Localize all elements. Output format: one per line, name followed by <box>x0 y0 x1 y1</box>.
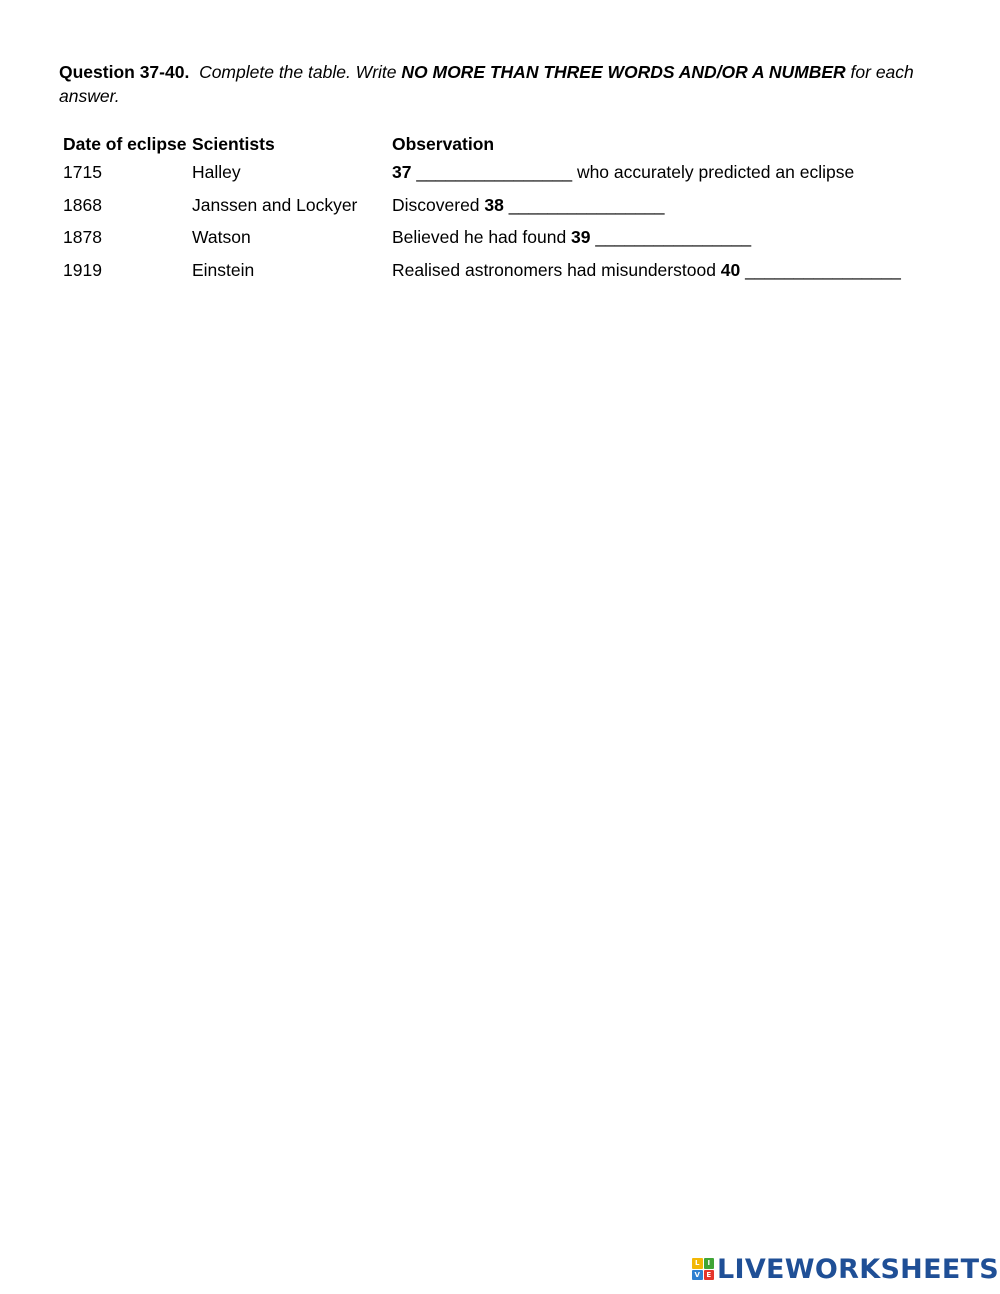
scientist-cell: Janssen and Lockyer <box>192 194 358 215</box>
answer-table <box>63 134 943 292</box>
instructions <box>59 60 939 108</box>
date-cell: 1715 <box>63 162 102 182</box>
scientist-cell: Halley <box>192 162 241 182</box>
observation-cell <box>392 260 901 281</box>
observation-cell <box>392 227 751 248</box>
table-row <box>63 260 943 293</box>
instruction-text-2: for each answer. <box>59 62 914 106</box>
answer-blank-37[interactable]: ________________ <box>416 162 573 182</box>
date-cell: 1868 <box>63 194 102 215</box>
table-header-row <box>63 134 943 162</box>
logo-mark-cell: E <box>704 1270 715 1281</box>
question-number-38: 38 <box>484 194 504 215</box>
date-cell: 1919 <box>63 259 102 280</box>
liveworksheets-logo <box>692 1252 999 1286</box>
observation-post: who accurately predicted an eclipse <box>572 162 855 182</box>
header-scientists: Scientists <box>192 134 275 154</box>
observation-pre: Believed he had found <box>392 227 572 247</box>
question-label: Question 37-40. <box>59 62 190 82</box>
logo-text: LIVEWORKSHEETS <box>717 1253 1000 1285</box>
observation-pre: Discovered <box>392 194 485 215</box>
observation-cell <box>392 162 854 183</box>
scientist-cell: Watson <box>192 227 251 247</box>
logo-mark-cell: L <box>692 1258 703 1269</box>
logo-mark-cell: I <box>704 1258 715 1269</box>
question-number-40: 40 <box>720 259 741 280</box>
question-number-37: 37 <box>392 162 412 182</box>
instruction-emphasis: NO MORE THAN THREE WORDS AND/OR A NUMBER <box>401 62 846 82</box>
header-date: Date of eclipse <box>63 134 187 154</box>
question-number-39: 39 <box>571 227 591 247</box>
liveworksheets-mark-icon <box>692 1258 714 1280</box>
header-observation: Observation <box>392 134 495 154</box>
table-row <box>63 162 943 195</box>
table-row <box>63 195 943 228</box>
answer-blank-38[interactable]: ________________ <box>508 194 665 215</box>
date-cell: 1878 <box>63 227 102 247</box>
table-row <box>63 227 943 260</box>
scientist-cell: Einstein <box>192 259 255 280</box>
observation-pre: Realised astronomers had misunderstood <box>392 259 721 280</box>
answer-blank-39[interactable]: ________________ <box>595 227 752 247</box>
observation-cell <box>392 195 664 216</box>
logo-mark-cell: V <box>692 1270 703 1281</box>
answer-blank-40[interactable]: ________________ <box>745 259 901 280</box>
instruction-text-1: Complete the table. Write <box>199 62 402 82</box>
